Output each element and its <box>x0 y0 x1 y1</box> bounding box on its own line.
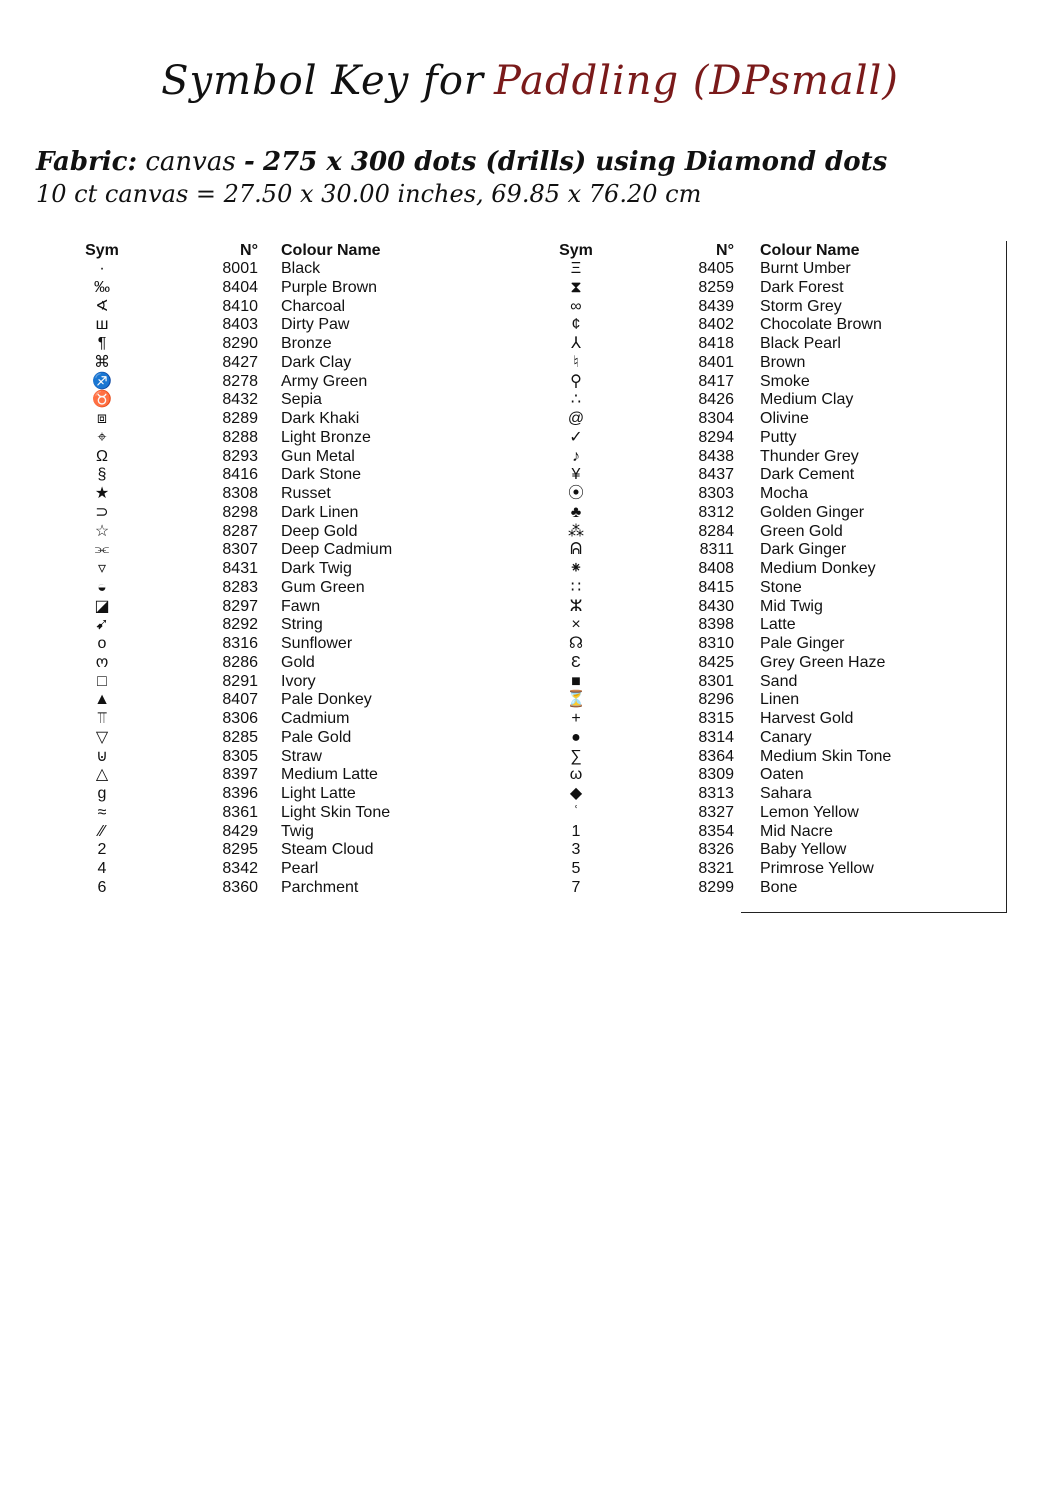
colour-number: 8306 <box>222 710 258 727</box>
colour-name: Pale Gold <box>281 728 352 746</box>
colour-name: Bone <box>760 878 798 896</box>
table-row <box>478 260 1038 279</box>
symbol-glyph: ☊ <box>568 635 584 652</box>
table-row <box>0 598 530 617</box>
pattern-name: Paddling (DPsmall) <box>494 58 899 104</box>
colour-name: Bronze <box>281 335 332 352</box>
table-row <box>478 635 1038 654</box>
colour-number: 8426 <box>698 391 734 409</box>
colour-name: Primrose Yellow <box>760 860 874 877</box>
symbol-glyph: ⚲ <box>570 372 582 390</box>
colour-number: 8405 <box>698 260 734 277</box>
colour-name: Cadmium <box>281 710 350 727</box>
symbol-glyph: ʿ <box>573 803 579 821</box>
colour-name: Chocolate Brown <box>760 316 882 334</box>
colour-name: Russet <box>281 485 331 502</box>
table-row <box>0 373 530 392</box>
table-row <box>478 279 1038 298</box>
colour-number: 8297 <box>222 597 258 615</box>
symbol-glyph: ⅄ <box>571 335 581 352</box>
symbol-glyph: · <box>99 260 105 277</box>
colour-name: Dark Clay <box>281 353 352 371</box>
frame-line-vertical <box>1006 241 1007 913</box>
fabric-line <box>36 147 887 177</box>
colour-name: Sahara <box>760 785 812 802</box>
table-row <box>0 579 530 598</box>
table-row <box>0 429 530 448</box>
symbol-glyph: ■ <box>571 672 581 690</box>
table-row <box>478 691 1038 710</box>
symbol-glyph: ⏳ <box>566 691 586 709</box>
colour-name: Pale Ginger <box>760 635 845 652</box>
table-header <box>478 241 1038 260</box>
colour-number: 8301 <box>698 672 734 690</box>
colour-name: Latte <box>760 616 796 634</box>
table-row <box>0 710 530 729</box>
symbol-key-table <box>0 241 1060 916</box>
colour-number: 8303 <box>698 485 734 502</box>
symbol-glyph: ⊃ <box>95 503 109 521</box>
colour-name: String <box>281 616 323 634</box>
colour-name: Gun Metal <box>281 447 355 465</box>
colour-name: Parchment <box>281 878 359 896</box>
table-row <box>0 541 530 560</box>
symbol-glyph: ▲ <box>94 691 110 709</box>
colour-number: 8401 <box>698 353 734 371</box>
symbol-glyph: Ɛ <box>571 653 581 671</box>
table-row <box>0 260 530 279</box>
colour-number: 8396 <box>222 785 258 802</box>
symbol-glyph: △ <box>95 766 109 784</box>
symbol-glyph: g <box>97 785 107 802</box>
table-row <box>478 448 1038 467</box>
colour-name: Stone <box>760 578 802 596</box>
colour-name: Dark Cement <box>760 466 855 484</box>
colour-number: 8410 <box>222 297 258 315</box>
table-row <box>478 504 1038 523</box>
symbol-glyph: ⊍ <box>96 747 108 765</box>
colour-number: 8432 <box>222 391 258 409</box>
table-row <box>478 298 1038 317</box>
colour-name: Grey Green Haze <box>760 653 886 671</box>
colour-number: 8417 <box>698 372 734 390</box>
colour-name: Deep Cadmium <box>281 541 393 559</box>
symbol-glyph: ო <box>95 653 109 671</box>
colour-number: 8429 <box>222 822 258 840</box>
table-row <box>0 335 530 354</box>
symbol-glyph: ◒ <box>97 578 107 596</box>
colour-name: Mid Twig <box>760 597 823 615</box>
colour-number: 8416 <box>222 466 258 484</box>
table-row <box>0 879 530 898</box>
colour-name: Dirty Paw <box>281 316 350 334</box>
colour-name: Twig <box>281 822 314 840</box>
colour-name: Sand <box>760 672 798 690</box>
symbol-glyph: ∞ <box>570 297 582 315</box>
colour-name: Deep Gold <box>281 522 358 540</box>
colour-number: 8285 <box>222 728 258 746</box>
colour-number: 8305 <box>222 747 258 765</box>
table-row <box>0 448 530 467</box>
colour-name: Dark Stone <box>281 466 362 484</box>
page-title <box>0 58 1060 104</box>
colour-name: Thunder Grey <box>760 447 859 465</box>
canvas-size-line: 10 ct canvas = 27.50 x 30.00 inches, 69.85 x 76.20 cm <box>36 180 702 208</box>
symbol-glyph: § <box>97 466 107 484</box>
symbol-glyph: ♐ <box>92 372 112 390</box>
colour-number: 8437 <box>698 466 734 484</box>
colour-name: Fawn <box>281 597 321 615</box>
colour-number: 8360 <box>222 878 258 896</box>
header-sym: Sym <box>85 242 119 259</box>
colour-number: 8296 <box>698 691 734 709</box>
colour-name: Black <box>281 260 321 277</box>
colour-name: Dark Khaki <box>281 410 360 427</box>
table-row <box>0 354 530 373</box>
table-row <box>0 860 530 879</box>
colour-name: Sepia <box>281 391 322 409</box>
colour-number: 8354 <box>698 822 734 840</box>
symbol-glyph: ¢ <box>571 316 581 334</box>
table-row <box>478 598 1038 617</box>
colour-number: 8291 <box>222 672 258 690</box>
symbol-glyph: ⦿ <box>567 485 584 502</box>
symbol-glyph: ▿ <box>97 560 107 577</box>
table-row <box>0 841 530 860</box>
colour-name: Dark Ginger <box>760 541 847 559</box>
colour-number: 8283 <box>222 578 258 596</box>
table-row <box>478 748 1038 767</box>
table-row <box>0 298 530 317</box>
symbol-column-left <box>0 241 530 898</box>
table-row <box>478 860 1038 879</box>
symbol-glyph: ⫘ <box>94 541 110 559</box>
colour-name: Light Bronze <box>281 428 371 446</box>
colour-name: Pearl <box>281 860 319 877</box>
fabric-label: Fabric: <box>36 147 138 177</box>
colour-name: Straw <box>281 747 322 765</box>
colour-number: 8327 <box>698 803 734 821</box>
symbol-glyph: 2 <box>97 841 107 859</box>
table-row <box>0 635 530 654</box>
colour-name: Storm Grey <box>760 297 842 315</box>
table-row <box>478 560 1038 579</box>
symbol-glyph: ≈ <box>97 803 107 821</box>
table-row <box>478 541 1038 560</box>
symbol-glyph: ∢ <box>95 297 109 315</box>
table-row <box>0 691 530 710</box>
colour-number: 8418 <box>698 335 734 352</box>
symbol-glyph: ♣ <box>570 503 582 521</box>
table-row <box>478 823 1038 842</box>
symbol-glyph: ⫪ <box>97 710 107 727</box>
colour-number: 8430 <box>698 597 734 615</box>
colour-name: Lemon Yellow <box>760 803 859 821</box>
table-row <box>478 804 1038 823</box>
table-row <box>478 579 1038 598</box>
colour-number: 8289 <box>222 410 258 427</box>
table-row <box>478 410 1038 429</box>
symbol-glyph: ♪ <box>572 447 580 465</box>
colour-number: 8342 <box>222 860 258 877</box>
colour-number: 8311 <box>699 541 734 559</box>
symbol-glyph: 4 <box>97 860 107 877</box>
colour-name: Light Skin Tone <box>281 803 391 821</box>
symbol-glyph: ♮ <box>573 353 579 371</box>
table-row <box>478 785 1038 804</box>
colour-number: 8398 <box>698 616 734 634</box>
symbol-glyph: 7 <box>571 878 581 896</box>
symbol-glyph: ¶ <box>97 335 107 352</box>
table-row <box>478 766 1038 785</box>
symbol-glyph: ⵣ <box>569 597 583 615</box>
colour-number: 8290 <box>222 335 258 352</box>
colour-name: Mocha <box>760 485 809 502</box>
symbol-glyph: 3 <box>571 841 581 859</box>
table-row <box>0 804 530 823</box>
colour-name: Baby Yellow <box>760 841 847 859</box>
colour-name: Green Gold <box>760 522 843 540</box>
table-row <box>0 466 530 485</box>
colour-name: Linen <box>760 691 800 709</box>
header-colour-name: Colour Name <box>760 242 860 259</box>
table-row <box>478 466 1038 485</box>
symbol-glyph: ∑ <box>570 747 582 765</box>
symbol-glyph: ⁂ <box>568 522 584 540</box>
header-sym: Sym <box>559 242 593 259</box>
colour-number: 8364 <box>698 747 734 765</box>
symbol-glyph: 6 <box>97 878 107 896</box>
colour-name: Dark Twig <box>281 560 352 577</box>
symbol-glyph: o <box>97 635 107 652</box>
symbol-glyph: ᕱ <box>570 541 582 559</box>
table-row <box>0 279 530 298</box>
colour-number: 8313 <box>698 785 734 802</box>
symbol-glyph: ⁕ <box>569 560 583 577</box>
table-row <box>478 841 1038 860</box>
table-row <box>0 673 530 692</box>
table-row <box>478 429 1038 448</box>
colour-number: 8288 <box>222 428 258 446</box>
colour-number: 8316 <box>222 635 258 652</box>
colour-number: 8309 <box>698 766 734 784</box>
colour-number: 8427 <box>222 353 258 371</box>
colour-name: Putty <box>760 428 797 446</box>
symbol-glyph: + <box>571 710 581 727</box>
colour-number: 8001 <box>222 260 258 277</box>
colour-name: Pale Donkey <box>281 691 372 709</box>
symbol-glyph: ⁄⁄ <box>99 822 105 840</box>
table-row <box>478 391 1038 410</box>
symbol-glyph: ¥ <box>571 466 581 484</box>
colour-name: Charcoal <box>281 297 346 315</box>
colour-number: 8299 <box>698 878 734 896</box>
table-row <box>478 523 1038 542</box>
colour-name: Purple Brown <box>281 278 378 296</box>
table-row <box>0 391 530 410</box>
colour-number: 8361 <box>222 803 258 821</box>
symbol-glyph: ◪ <box>94 597 110 615</box>
table-row <box>478 710 1038 729</box>
symbol-glyph: ☆ <box>94 522 110 540</box>
header-num: N° <box>240 242 258 259</box>
colour-number: 8312 <box>698 503 734 521</box>
symbol-glyph: ∴ <box>570 391 582 409</box>
colour-number: 8278 <box>222 372 258 390</box>
colour-name: Light Latte <box>281 785 356 802</box>
symbol-glyph: ✓ <box>569 428 583 446</box>
table-row <box>478 373 1038 392</box>
colour-name: Golden Ginger <box>760 503 865 521</box>
colour-number: 8397 <box>222 766 258 784</box>
colour-number: 8415 <box>698 578 734 596</box>
table-row <box>0 410 530 429</box>
colour-name: Dark Forest <box>760 278 844 296</box>
colour-number: 8404 <box>222 278 258 296</box>
colour-number: 8284 <box>698 522 734 540</box>
colour-number: 8298 <box>222 503 258 521</box>
colour-name: Medium Clay <box>760 391 854 409</box>
colour-name: Black Pearl <box>760 335 841 352</box>
colour-name: Medium Skin Tone <box>760 747 892 765</box>
colour-number: 8403 <box>222 316 258 334</box>
colour-name: Harvest Gold <box>760 710 854 727</box>
table-row <box>0 766 530 785</box>
colour-name: Brown <box>760 353 806 371</box>
symbol-glyph: Ξ <box>570 260 582 277</box>
header-colour-name: Colour Name <box>281 242 381 259</box>
colour-number: 8308 <box>222 485 258 502</box>
symbol-glyph: ➹ <box>95 616 109 634</box>
colour-number: 8295 <box>222 841 258 859</box>
table-row <box>0 616 530 635</box>
table-row <box>478 729 1038 748</box>
table-row <box>0 748 530 767</box>
colour-name: Smoke <box>760 372 810 390</box>
table-row <box>0 485 530 504</box>
symbol-glyph: ⧈ <box>96 410 108 427</box>
symbol-glyph: Ω <box>96 447 108 465</box>
table-row <box>478 616 1038 635</box>
symbol-column-right <box>478 241 1038 898</box>
colour-name: Steam Cloud <box>281 841 374 859</box>
table-row <box>478 354 1038 373</box>
colour-number: 8402 <box>698 316 734 334</box>
symbol-glyph: ω <box>569 766 583 784</box>
colour-number: 8326 <box>698 841 734 859</box>
colour-number: 8294 <box>698 428 734 446</box>
table-row <box>478 335 1038 354</box>
colour-name: Canary <box>760 728 812 746</box>
frame-line-horizontal <box>741 912 1007 913</box>
symbol-glyph: ◆ <box>569 785 583 802</box>
colour-number: 8307 <box>222 541 258 559</box>
colour-name: Olivine <box>760 410 809 427</box>
table-row <box>0 654 530 673</box>
symbol-glyph: ш <box>95 316 109 334</box>
colour-name: Army Green <box>281 372 368 390</box>
table-row <box>478 485 1038 504</box>
table-row <box>478 879 1038 898</box>
fabric-spec: 275 x 300 dots (drills) using Diamond dots <box>263 147 888 177</box>
table-row <box>478 673 1038 692</box>
fabric-separator: - <box>243 147 255 177</box>
symbol-glyph: ● <box>571 728 581 746</box>
header-num: N° <box>716 242 734 259</box>
table-row <box>0 316 530 335</box>
colour-number: 8259 <box>698 278 734 296</box>
colour-number: 8286 <box>222 653 258 671</box>
symbol-glyph: □ <box>97 672 107 690</box>
colour-name: Sunflower <box>281 635 353 652</box>
table-row <box>0 823 530 842</box>
colour-number: 8408 <box>698 560 734 577</box>
colour-name: Gold <box>281 653 315 671</box>
colour-number: 8431 <box>222 560 258 577</box>
symbol-glyph: ▽ <box>95 728 109 746</box>
symbol-glyph: ♉ <box>92 391 112 409</box>
table-row <box>0 504 530 523</box>
table-row <box>0 729 530 748</box>
table-row <box>0 785 530 804</box>
symbol-glyph: ‰ <box>94 278 110 296</box>
table-row <box>478 316 1038 335</box>
colour-number: 8439 <box>698 297 734 315</box>
colour-number: 8438 <box>698 447 734 465</box>
colour-number: 8287 <box>222 522 258 540</box>
colour-name: Dark Linen <box>281 503 359 521</box>
table-row <box>0 523 530 542</box>
symbol-glyph: ★ <box>94 485 110 502</box>
colour-number: 8304 <box>698 410 734 427</box>
colour-number: 8425 <box>698 653 734 671</box>
colour-number: 8315 <box>698 710 734 727</box>
colour-name: Medium Donkey <box>760 560 876 577</box>
colour-number: 8314 <box>698 728 734 746</box>
table-row <box>478 654 1038 673</box>
colour-number: 8321 <box>698 860 734 877</box>
symbol-glyph: ⌘ <box>94 353 110 371</box>
colour-number: 8292 <box>222 616 258 634</box>
colour-name: Oaten <box>760 766 804 784</box>
symbol-glyph: ⌖ <box>97 428 107 446</box>
symbol-glyph: ⧗ <box>570 278 582 296</box>
table-header <box>0 241 530 260</box>
symbol-glyph: × <box>571 616 581 634</box>
colour-name: Gum Green <box>281 578 365 596</box>
colour-name: Ivory <box>281 672 316 690</box>
colour-name: Burnt Umber <box>760 260 851 277</box>
fabric-material: canvas <box>145 147 236 177</box>
symbol-glyph: @ <box>567 410 585 427</box>
colour-number: 8407 <box>222 691 258 709</box>
colour-number: 8310 <box>698 635 734 652</box>
colour-name: Medium Latte <box>281 766 378 784</box>
table-row <box>0 560 530 579</box>
colour-name: Mid Nacre <box>760 822 833 840</box>
symbol-glyph: 1 <box>571 822 581 840</box>
title-prefix: Symbol Key for <box>161 58 485 104</box>
symbol-glyph: ∷ <box>570 578 582 596</box>
symbol-glyph: 5 <box>571 860 581 877</box>
colour-number: 8293 <box>222 447 258 465</box>
